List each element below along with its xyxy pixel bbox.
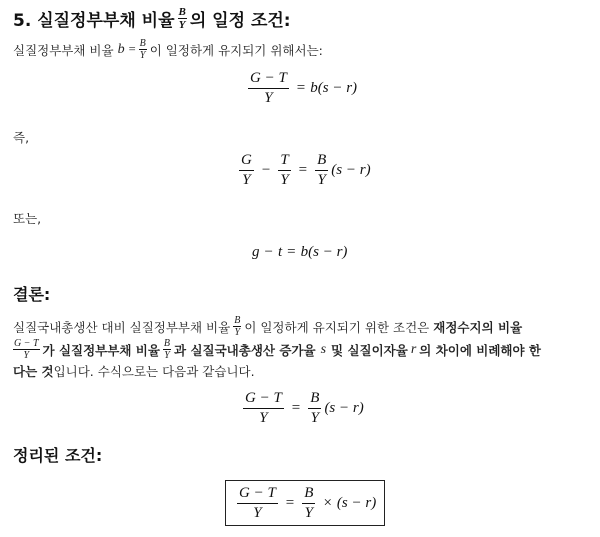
heading-prefix: 5. 실질정부부채 비율 <box>13 11 175 32</box>
equation-3: g − t = b(s − r) <box>252 244 348 260</box>
conclusion-line-2: $\frac{G - T}{Y}$ 가 실질정부부채 비율 $\frac{B}{Y}$ 과 실질국내총생산 증가율 s 및 실질이자율 r 의 차이에 비례해야 한 <box>14 338 542 361</box>
conclusion-heading: 결론: <box>13 285 51 304</box>
conclusion-line-3: 다는 것입니다. 수식으로는 다음과 같습니다. <box>13 364 255 379</box>
heading-suffix: 의 일정 조건: <box>189 11 291 32</box>
conclusion-line-1: 실질국내총생산 대비 실질정부부채 비율 $\frac{B}{Y}$ 이 일정하게 유지되기 위한 조건은 재정수지의 비율 <box>13 315 523 338</box>
equation-4: $\frac{G - T}{Y}$ = $\frac{B}{Y}$ (s − r) <box>245 390 364 426</box>
summary-heading: 정리된 조건: <box>13 446 103 465</box>
equation-1: $\frac{G - T}{Y}$ = b(s − r) <box>250 70 358 106</box>
connector-or: 또는, <box>13 211 42 226</box>
connector-that-is: 즉, <box>13 130 30 145</box>
ratio-fraction: $\frac{B}{Y}$ <box>178 6 186 32</box>
intro-line: 실질정부부채 비율 b = $\frac{B}{Y}$ 이 일정하게 유지되기 위해서는: <box>13 38 323 61</box>
equation-2: $\frac{G}{Y}$ − $\frac{T}{Y}$ = $\frac{B}{Y}$ (s − r) <box>241 152 371 188</box>
boxed-equation: $\frac{G - T}{Y}$ = $\frac{B}{Y}$ × (s − r) <box>225 480 385 526</box>
section-heading <box>13 6 291 31</box>
